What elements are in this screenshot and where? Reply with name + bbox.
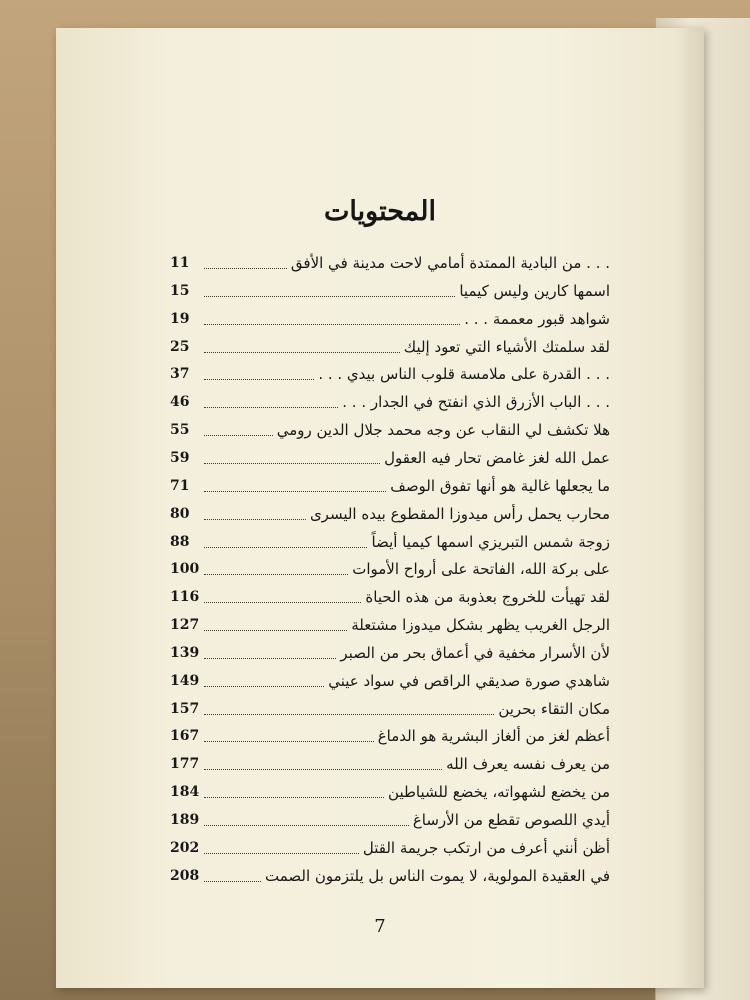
toc-entry: [170, 752, 610, 776]
toc-entry: [170, 724, 610, 748]
dot-leader: [204, 740, 374, 742]
dot-leader: [204, 546, 367, 548]
toc-entry-title: . . . من البادية الممتدة أمامي لاحت مدينة في الأفق: [290, 254, 610, 272]
dot-leader: [204, 406, 338, 408]
toc-entry-page: 127: [170, 617, 200, 634]
toc-entry: [170, 585, 610, 609]
toc-entry: [170, 418, 610, 442]
toc-entry: [170, 502, 610, 526]
dot-leader: [204, 852, 359, 854]
toc-entry-title: أيدي اللصوص تقطع من الأرساغ: [412, 811, 610, 829]
toc-entry-title: زوجة شمس التبريزي اسمها كيميا أيضاً: [371, 532, 610, 551]
toc-entry: [170, 474, 610, 498]
dot-leader: [204, 796, 384, 798]
dot-leader: [204, 824, 409, 826]
toc-entry-page: 167: [170, 728, 200, 745]
page-title: المحتويات: [323, 196, 437, 227]
toc-entry-page: 15: [170, 282, 190, 299]
dot-leader: [204, 601, 361, 603]
page-number: 7: [374, 916, 386, 937]
dot-leader: [204, 434, 273, 436]
dot-leader: [204, 378, 314, 380]
toc-entry-title: أظن أنني أعرف من ارتكب جريمة القتل: [362, 838, 610, 857]
dot-leader: [204, 657, 336, 659]
toc-entry-title: شاهدي صورة صديقي الراقص في سواد عيني: [328, 671, 610, 690]
dot-leader: [204, 267, 287, 269]
toc-entry: [170, 697, 610, 721]
toc-entry-title: على بركة الله، الفاتحة على أرواح الأموات: [352, 560, 610, 579]
toc-entry-title: الرجل الغريب يظهر بشكل ميدوزا مشتعلة: [351, 616, 610, 635]
toc-entry-page: 202: [170, 839, 200, 856]
toc-entry-page: 184: [170, 784, 200, 801]
toc-entry-title: مكان التقاء بحرين: [498, 699, 610, 718]
toc-entry-title: أعظم لغز من ألغاز البشرية هو الدماغ: [377, 727, 610, 746]
dot-leader: [204, 880, 261, 882]
toc-entry: [170, 864, 610, 888]
toc-entry: [170, 390, 610, 414]
dot-leader: [204, 351, 400, 353]
toc-entry-page: 25: [170, 338, 190, 355]
toc-entry-page: 208: [170, 867, 200, 884]
toc-entry-title: محارب يحمل رأس ميدوزا المقطوع بيده اليسرى: [309, 504, 610, 523]
toc-entry: [170, 530, 610, 554]
toc-entry-title: من يعرف نفسه يعرف الله: [446, 755, 610, 774]
dot-leader: [204, 629, 347, 631]
toc-entry-title: لقد سلمتك الأشياء التي تعود إليك: [403, 337, 610, 356]
toc-entry-page: 71: [170, 477, 190, 494]
toc-entry: [170, 669, 610, 693]
toc-entry: [170, 613, 610, 637]
dot-leader: [204, 490, 386, 492]
dot-leader: [204, 713, 494, 715]
dot-leader: [204, 685, 324, 687]
toc-entry-page: 11: [170, 255, 190, 271]
toc-entry: [170, 557, 610, 581]
toc-entry-title: . . . الباب الأزرق الذي انفتح في الجدار . . .: [342, 393, 610, 412]
toc-entry-page: 55: [170, 422, 190, 439]
toc-entry-page: 59: [170, 449, 190, 466]
toc-entry: [170, 335, 610, 359]
toc-entry-title: في العقيدة المولوية، لا يموت الناس بل يلتزمون الصمت: [264, 866, 610, 885]
toc-entry-page: 149: [170, 672, 200, 689]
toc-entry-title: عمل الله لغز غامض تحار فيه العقول: [384, 448, 610, 467]
toc-entry: [170, 780, 610, 804]
toc-entry-title: لأن الأسرار مخفية في أعماق بحر من الصبر: [340, 643, 610, 662]
toc-entry: [170, 446, 610, 470]
toc-entry-title: اسمها كارين وليس كيميا: [459, 281, 610, 300]
toc-entry-title: . . . القدرة على ملامسة قلوب الناس بيدي . . .: [318, 365, 610, 384]
toc-entry-page: 177: [170, 756, 200, 773]
toc-entry-page: 157: [170, 700, 200, 717]
toc-entry-page: 116: [170, 589, 200, 606]
toc-entry-page: 19: [170, 310, 190, 327]
dot-leader: [204, 768, 442, 770]
toc-entry: [170, 641, 610, 665]
toc-entry-page: 88: [170, 533, 190, 550]
book-page: [56, 28, 704, 988]
toc-entry: [170, 279, 610, 303]
toc-entry-page: 139: [170, 644, 200, 661]
dot-leader: [204, 573, 348, 575]
toc-entry-title: لقد تهيأت للخروج بعذوبة من هذه الحياة: [365, 588, 610, 607]
toc-entry: [170, 362, 610, 386]
dot-leader: [204, 295, 455, 297]
toc-entry-title: هلا تكشف لي النقاب عن وجه محمد جلال الدين رومي: [276, 421, 610, 440]
toc-entry-page: 37: [170, 366, 190, 383]
toc-entry: [170, 836, 610, 860]
toc-entry-title: شواهد قبور معممة . . .: [464, 309, 610, 328]
toc-entry-title: ما يجعلها غالية هو أنها تفوق الوصف: [390, 476, 610, 495]
toc-entry: [170, 808, 610, 832]
dot-leader: [204, 518, 306, 520]
toc-entry-title: من يخضع لشهواته، يخضع للشياطين: [388, 783, 610, 802]
toc-entry: [170, 251, 610, 275]
toc-entry-page: 80: [170, 505, 190, 522]
toc-entry-page: 100: [170, 561, 200, 578]
toc-entry-page: 46: [170, 394, 190, 411]
dot-leader: [204, 462, 380, 464]
toc-entry: [170, 307, 610, 331]
dot-leader: [204, 323, 460, 325]
table-of-contents: [56, 28, 704, 988]
toc-entry-page: 189: [170, 812, 200, 828]
